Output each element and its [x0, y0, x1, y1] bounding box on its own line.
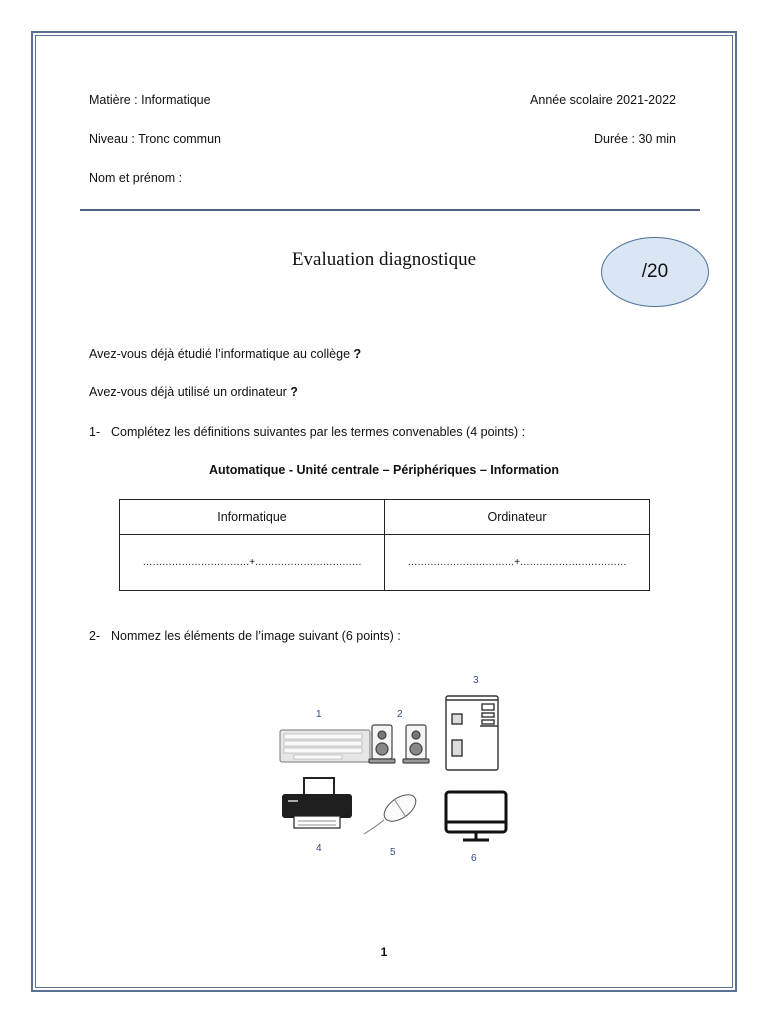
figure-label-6: 6 [471, 853, 477, 864]
terms-list: Automatique - Unité centrale – Périphériques – Information [208, 463, 560, 477]
page-number: 1 [380, 945, 388, 959]
figure-label-2: 2 [397, 709, 403, 720]
computer-tower-icon [446, 696, 498, 770]
question-a-mark: ? [353, 347, 362, 361]
mouse-icon [364, 789, 420, 834]
level-label: Niveau : Tronc commun [89, 132, 221, 146]
figure-label-3: 3 [473, 675, 479, 686]
question-b-mark: ? [290, 385, 298, 399]
page-title: Evaluation diagnostique [291, 249, 477, 270]
table-row [120, 535, 650, 591]
subject-label: Matière : Informatique [89, 93, 211, 107]
question-a [89, 347, 361, 361]
question-2-number: 2- [89, 629, 101, 643]
table-header-cell: Informatique [120, 500, 385, 535]
duration-label: Durée : 30 min [594, 132, 676, 146]
table-header-cell: Ordinateur [385, 500, 650, 535]
answer-cell: ……………………………+…………………………… [120, 535, 385, 591]
score-text: /20 [641, 261, 669, 282]
figure-label-5: 5 [390, 847, 396, 858]
question-1-number: 1- [89, 425, 101, 439]
printer-icon [282, 778, 352, 828]
question-b [89, 385, 298, 399]
definitions-table [119, 499, 650, 591]
question-1-text: Complétez les définitions suivantes par les termes convenables (4 points) : [111, 425, 526, 439]
question-b-text: Avez-vous déjà utilisé un ordinateur [89, 385, 287, 399]
school-year-label: Année scolaire 2021-2022 [530, 93, 676, 107]
figure-label-4: 4 [316, 843, 322, 854]
question-2-text: Nommez les éléments de l’image suivant (6 points) : [111, 629, 401, 643]
table-header-row [120, 500, 650, 535]
score-badge [601, 237, 709, 307]
question-a-text: Avez-vous déjà étudié l’informatique au collège [89, 347, 351, 361]
name-field-label: Nom et prénom : [89, 171, 183, 185]
figure-label-1: 1 [316, 709, 322, 720]
monitor-icon [446, 792, 506, 840]
header-divider [80, 209, 700, 211]
keyboard-icon [280, 730, 370, 762]
answer-cell: ……………………………+…………………………… [385, 535, 650, 591]
speakers-icon [369, 725, 429, 763]
